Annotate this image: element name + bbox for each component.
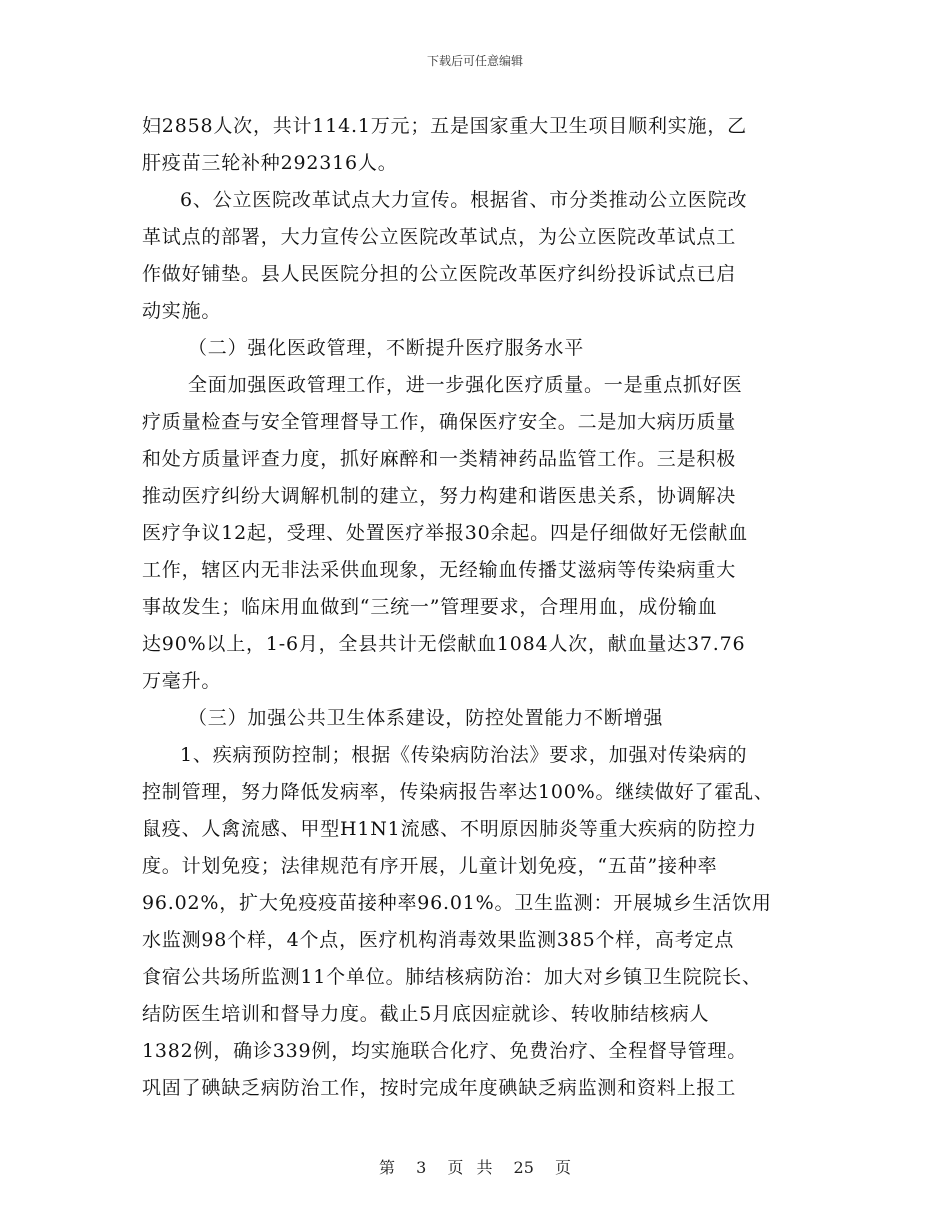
text-line: 肝疫苗三轮补种292316人。 xyxy=(142,152,398,174)
document-body xyxy=(142,108,812,1107)
text-line: 万毫升。 xyxy=(142,670,222,692)
footer-prefix: 第 xyxy=(378,1158,395,1177)
text-line: 96.02%，扩大免疫疫苗接种率96.01%。卫生监测：开展城乡生活饮用 xyxy=(142,892,772,914)
footer-middle: 页 共 xyxy=(447,1158,493,1177)
text-line: 动实施。 xyxy=(142,300,222,322)
footer-suffix: 页 xyxy=(555,1158,572,1177)
text-line: 水监测98个样，4个点，医疗机构消毒效果监测385个样，高考定点 xyxy=(142,929,735,951)
text-line: 1、疾病预防控制；根据《传染病防治法》要求，加强对传染病的 xyxy=(180,744,748,766)
text-line: 医疗争议12起，受理、处置医疗举报30余起。四是仔细做好无偿献血 xyxy=(142,522,748,544)
text-line: 和处方质量评查力度，抓好麻醉和一类精神药品监管工作。三是积极 xyxy=(142,448,737,470)
text-line: 达90%以上，1-6月，全县共计无偿献血1084人次，献血量达37.76 xyxy=(142,633,746,655)
text-line: 事故发生；临床用血做到“三统一”管理要求，合理用血，成份输血 xyxy=(142,596,718,618)
text-line: 作做好铺垫。县人民医院分担的公立医院改革医疗纠纷投诉试点已启 xyxy=(142,263,737,285)
text-line: 结防医生培训和督导力度。截止5月底因症就诊、转收肺结核病人 xyxy=(142,1003,710,1025)
text-line: 推动医疗纠纷大调解机制的建立，努力构建和谐医患关系，协调解决 xyxy=(142,485,737,507)
text-line: 工作，辖区内无非法采供血现象，无经输血传播艾滋病等传染病重大 xyxy=(142,559,737,581)
text-line: 疗质量检查与安全管理督导工作，确保医疗安全。二是加大病历质量 xyxy=(142,411,737,433)
page-header: 下载后可任意编辑 xyxy=(426,54,523,68)
text-line: 控制管理，努力降低发病率，传染病报告率达100%。继续做好了霍乱、 xyxy=(142,781,774,803)
text-line: 度。计划免疫；法律规范有序开展，儿童计划免疫，“五苗”接种率 xyxy=(142,855,718,877)
current-page-number: 3 xyxy=(416,1158,427,1177)
section-heading: （三）加强公共卫生体系建设，防控处置能力不断增强 xyxy=(188,707,664,729)
total-page-count: 25 xyxy=(513,1158,534,1177)
text-line: 6、公立医院改革试点大力宣传。根据省、市分类推动公立医院改 xyxy=(180,189,748,211)
text-line: 巩固了碘缺乏病防治工作，按时完成年度碘缺乏病监测和资料上报工 xyxy=(142,1077,737,1099)
page-footer xyxy=(0,1155,950,1178)
text-line: 全面加强医政管理工作，进一步强化医疗质量。一是重点抓好医 xyxy=(188,374,743,396)
text-line: 食宿公共场所监测11个单位。肺结核病防治：加大对乡镇卫生院院长、 xyxy=(142,966,762,988)
text-line: 革试点的部署，大力宣传公立医院改革试点，为公立医院改革试点工 xyxy=(142,226,737,248)
text-line: 妇2858人次，共计114.1万元；五是国家重大卫生项目顺利实施，乙 xyxy=(142,115,747,137)
text-line: 鼠疫、人禽流感、甲型H1N1流感、不明原因肺炎等重大疾病的防控力 xyxy=(142,818,757,840)
section-heading: （二）强化医政管理，不断提升医疗服务水平 xyxy=(188,337,585,359)
text-line: 1382例，确诊339例，均实施联合化疗、免费治疗、全程督导管理。 xyxy=(142,1040,748,1062)
